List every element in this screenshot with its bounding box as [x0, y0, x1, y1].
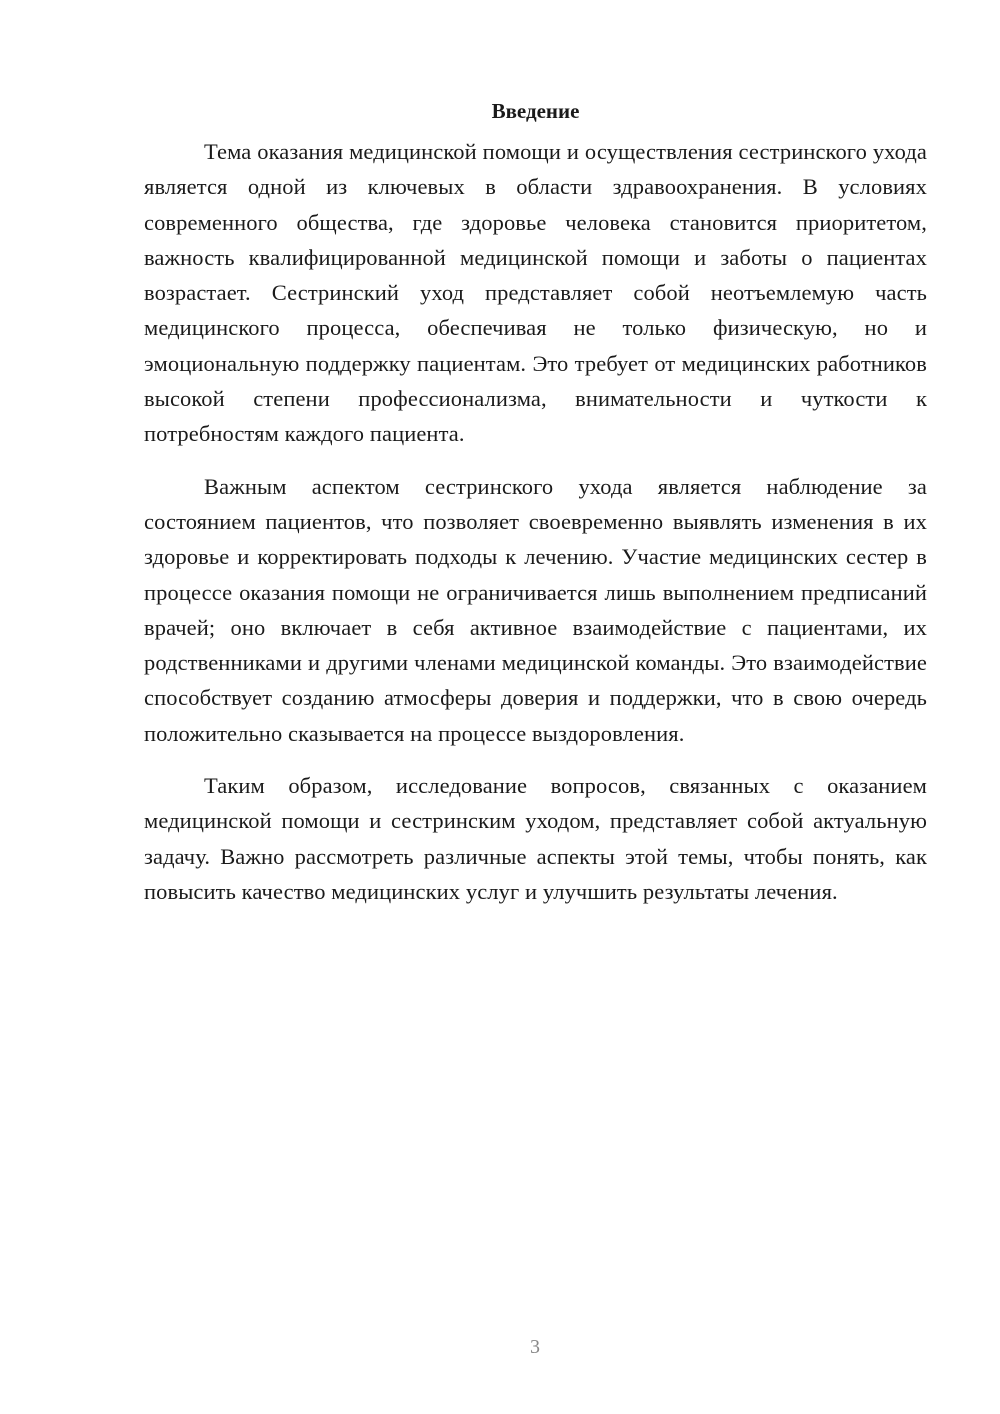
- page-number: 3: [530, 1336, 540, 1358]
- section-title: Введение: [491, 99, 580, 123]
- paragraph-1: Тема оказания медицинской помощи и осуществления сестринского ухода является одной из ключевых в области здравоохранения. В условиях современного общества, где здоровье человека становится приоритетом, важность квалифицированной медицинской помощи и заботы о пациентах возрастает. Сестринский уход представляет собой неотъемлемую часть медицинского процесса, обеспечивая не только физическую, но и эмоциональную поддержку пациентам. Это требует от медицинских работников высокой степени профессионализма, внимательности и чуткости к потребностям каждого пациента.: [144, 139, 927, 447]
- page-content: [144, 96, 927, 926]
- paragraph-2: Важным аспектом сестринского ухода является наблюдение за состоянием пациентов, что позволяет своевременно выявлять изменения в их здоровье и корректировать подходы к лечению. Участие медицинских сестер в процессе оказания помощи не ограничивается лишь выполнением предписаний врачей; оно включает в себя активное взаимодействие с пациентами, их родственниками и другими членами медицинской команды. Это взаимодействие способствует созданию атмосферы доверия и поддержки, что в свою очередь положительно сказывается на процессе выздоровления.: [144, 473, 927, 746]
- paragraph-3: Таким образом, исследование вопросов, связанных с оказанием медицинской помощи и сестринским уходом, представляет собой актуальную задачу. Важно рассмотреть различные аспекты этой темы, чтобы понять, как повысить качество медицинских услуг и улучшить результаты лечения.: [144, 773, 927, 904]
